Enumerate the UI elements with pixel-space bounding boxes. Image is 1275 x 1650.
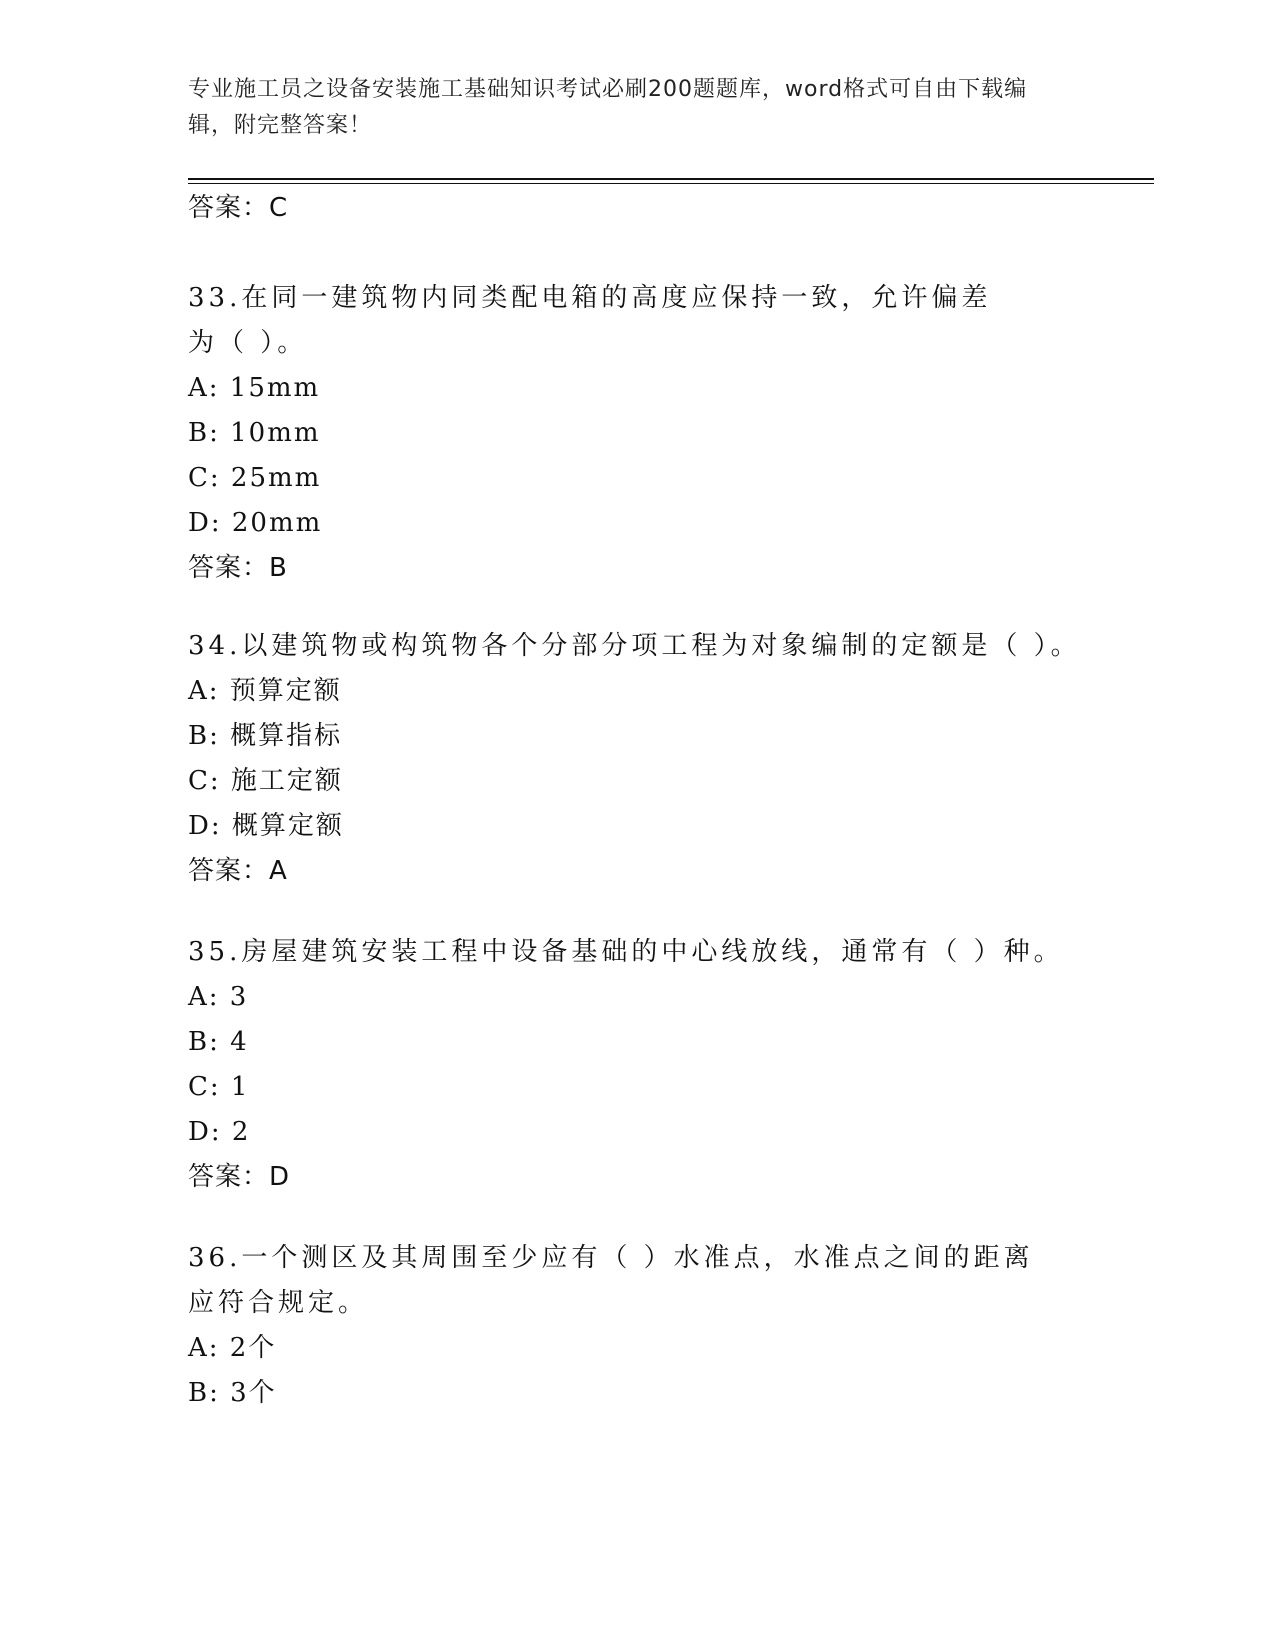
option-c: C: 施工定额 (188, 766, 343, 796)
option-a: A: 预算定额 (188, 676, 342, 706)
option-b: B: 概算指标 (188, 721, 343, 751)
option-b: B: 3个 (188, 1378, 277, 1408)
question-33 (188, 276, 1068, 591)
option-b: B: 10mm (188, 418, 321, 448)
answer-label: 答案：C (188, 193, 289, 223)
option-d: D: 20mm (188, 508, 323, 538)
option-d: D: 概算定额 (188, 811, 344, 841)
document-header: 专业施工员之设备安装施工基础知识考试必刷200题题库，word格式可自由下载编辑，附完整答案！ (188, 77, 1028, 138)
answer-label: 答案：D (188, 1162, 291, 1192)
header-divider-thin (188, 183, 1154, 184)
question-text: 36.一个测区及其周围至少应有（ ）水准点，水准点之间的距离应符合规定。 (188, 1243, 1034, 1318)
question-35 (188, 930, 1068, 1200)
option-a: A: 15mm (188, 373, 321, 403)
option-b: B: 4 (188, 1027, 249, 1057)
header-divider (188, 178, 1154, 180)
question-36 (188, 1236, 1068, 1416)
question-34 (188, 624, 1081, 894)
answer-label: 答案：B (188, 553, 288, 583)
question-text: 35.房屋建筑安装工程中设备基础的中心线放线，通常有（ ）种。 (188, 937, 1064, 967)
option-a: A: 3 (188, 982, 249, 1012)
option-a: A: 2个 (188, 1333, 277, 1363)
option-c: C: 25mm (188, 463, 322, 493)
previous-answer-block (188, 186, 1068, 231)
option-c: C: 1 (188, 1072, 250, 1102)
answer-label: 答案：A (188, 856, 288, 886)
option-d: D: 2 (188, 1117, 251, 1147)
question-text: 34.以建筑物或构筑物各个分部分项工程为对象编制的定额是（ ）。 (188, 631, 1081, 661)
question-text: 33.在同一建筑物内同类配电箱的高度应保持一致，允许偏差为（ ）。 (188, 283, 992, 358)
